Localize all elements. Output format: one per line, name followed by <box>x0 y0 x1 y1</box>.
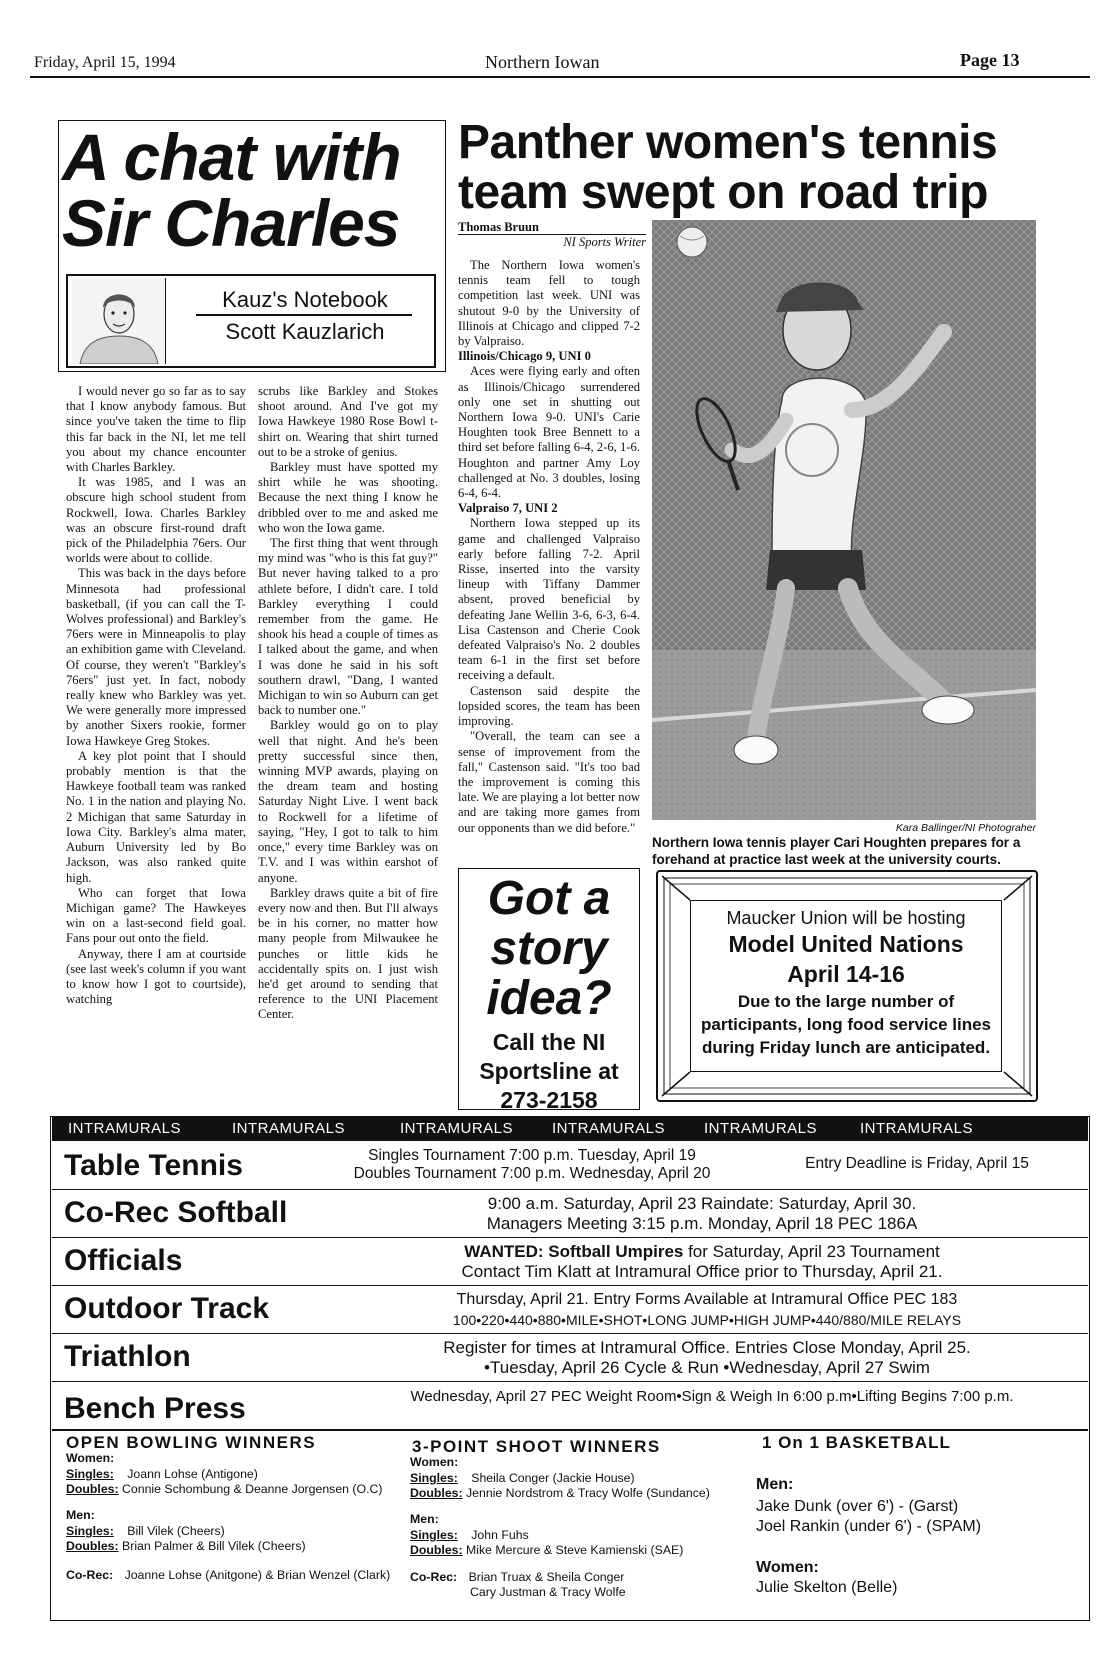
im-bench-press <box>52 1381 1088 1429</box>
one-on-one-winner: Jake Dunk (over 6') - (Garst) <box>756 1498 959 1515</box>
byline-role: NI Sports Writer <box>563 235 646 249</box>
im-sport-name: Bench Press <box>64 1392 246 1425</box>
chat-paragraph: scrubs like Barkley and Stokes shoot around. And I've got my Iowa Hawkeye 1980 Rose Bowl t-shirt on. Wearing that shirt turned out to be a stroke of genius. <box>258 384 438 459</box>
im-detail: Wednesday, April 27 PEC Weight Room•Sign & Weigh In 6:00 p.m•Lifting Begins 7:00 p.m. <box>410 1388 1014 1405</box>
chat-paragraph: Who can forget that Iowa Michigan game? The Hawkeyes win on a last-second field goal. Fans pour out onto the field. <box>66 885 246 946</box>
tennis-subhead: Illinois/Chicago 9, UNI 0 <box>458 349 591 364</box>
shoot-label: Singles: <box>410 1528 458 1542</box>
im-track <box>52 1285 1088 1333</box>
bowling-men: Men: <box>66 1508 95 1522</box>
chat-paragraph: The first thing that went through my mind was "who is this fat guy?" But never having talked to a pro athlete before, I didn't care. I told Barkley everything I could remember from the game. He shook his head a couple of times as I talked about the game, and when I was done he said in his soft southern drawl, "Dang, I wanted Michigan to win so Auburn can get back to number one." <box>258 536 438 718</box>
shoot-label: Co-Rec: <box>410 1570 458 1584</box>
chat-column-2 <box>258 384 438 1023</box>
chat-headline <box>62 120 446 260</box>
maucker-line-2: Model United Nations <box>728 931 964 957</box>
tennis-paragraph: Castenson said despite the lopsided scores, the team has been improving. <box>458 683 640 729</box>
im-sport-name: Co-Rec Softball <box>64 1196 288 1229</box>
column-signature <box>185 286 425 346</box>
im-detail: Thursday, April 21. Entry Forms Available at Intramural Office PEC 183 <box>456 1291 958 1308</box>
shoot-winner: John Fuhs <box>471 1528 529 1542</box>
chat-paragraph: Barkley would go on to play well that night. And he's been pretty successful since then, winning MVP awards, playing on the dream team and hosting Saturday Night Live. I went back to Rockwell for a lifetime of saying, "Hey, I got to talk to him once," every time Barkley was on T.V. and I was within earshot of anyone. <box>258 718 438 885</box>
bowling-label: Doubles: <box>66 1482 119 1496</box>
im-deadline: Entry Deadline is Friday, April 15 <box>805 1155 1029 1172</box>
im-detail: 9:00 a.m. Saturday, April 23 Raindate: Saturday, April 30. <box>487 1194 917 1213</box>
bowling-winner: Joanne Lohse (Anitgone) & Brian Wenzel (Clark) <box>124 1568 391 1582</box>
tennis-paragraph: The Northern Iowa women's tennis team fell to tough competition last week. UNI was shutout 9-0 by the University of Illinois at Chicago and clipped 7-2 by Valpraiso. <box>458 258 640 349</box>
intramurals-banner <box>52 1117 1088 1141</box>
story-call-2: Sportsline at <box>479 1058 619 1084</box>
bowling-winner: Connie Schombung & Deanne Jorgensen (O.C) <box>122 1482 383 1496</box>
story-idea-headline <box>458 874 640 1024</box>
im-detail: Register for times at Intramural Office. Entries Close Monday, April 25. <box>443 1338 971 1357</box>
im-detail: 100•220•440•880•MILE•SHOT•LONG JUMP•HIGH JUMP•440/880/MILE RELAYS <box>452 1312 962 1328</box>
chat-column-1 <box>66 384 246 1007</box>
im-detail: Managers Meeting 3:15 p.m. Monday, April 18 PEC 186A <box>486 1214 918 1233</box>
columnist-portrait-icon <box>72 278 166 364</box>
tennis-headline <box>458 118 1098 218</box>
one-on-one-winner: Julie Skelton (Belle) <box>756 1579 898 1596</box>
winners-rule <box>52 1429 1088 1431</box>
banner-label: INTRAMURALS <box>232 1120 346 1137</box>
chat-paragraph: Barkley draws quite a bit of fire every now and then. But I'll always be in his corner, no matter how many people from Milwaukee he punches or little kids he accidentally spits on. I just wish he'd get around to sending that reference to the UNI Placement Center. <box>258 885 438 1022</box>
bowling-winner: Joann Lohse (Antigone) <box>127 1467 258 1481</box>
newspaper-name: Northern Iowan <box>485 52 600 72</box>
im-sport-name: Table Tennis <box>64 1149 243 1182</box>
im-detail: Singles Tournament 7:00 p.m. Tuesday, April 19 <box>368 1147 696 1164</box>
tennis-headline-line1: Panther women's tennis <box>458 116 998 169</box>
banner-label: INTRAMURALS <box>68 1120 182 1137</box>
chat-paragraph: Barkley must have spotted my shirt while he was shooting. Because the next thing I know he dribbled over to me and asked me who won the Iowa game. <box>258 460 438 535</box>
tennis-player-photo-icon <box>652 220 1036 820</box>
chat-headline-line2: Sir Charles <box>62 186 400 260</box>
banner-label: INTRAMURALS <box>860 1120 974 1137</box>
im-detail: Doubles Tournament 7:00 p.m. Wednesday, April 20 <box>353 1165 711 1182</box>
story-line-1: Got a <box>487 872 611 925</box>
tennis-article-body <box>458 258 640 836</box>
one-on-one-men: Men: <box>756 1476 794 1493</box>
tennis-subhead: Valpraiso 7, UNI 2 <box>458 501 558 516</box>
im-detail-line <box>342 1242 1062 1262</box>
maucker-line-4: Due to the large number of participants, long food service lines during Friday lunch are anticipated. <box>700 992 991 1057</box>
tennis-paragraph: Aces were flying early and often as Illinois/Chicago surrendered only one set in shutting out Northern Iowa 9-0. UNI's Carie Houghten took Bree Bennett to a third set before falling 6-4, 2-6, 1-6. Houghton and partner Amy Loy challenged at No. 3 doubles, losing 6-4, 6-4. <box>458 364 640 501</box>
chat-paragraph: I would never go so far as to say that I know anybody famous. But since you've taken the time to flip this far back in the NI, let me tell you about my chance encounter with Charles Barkley. <box>66 384 246 475</box>
maucker-line-1: Maucker Union will be hosting <box>726 908 966 928</box>
signature-rule <box>196 314 412 316</box>
maucker-line-3: April 14-16 <box>787 961 905 987</box>
shoot-winner: Sheila Conger (Jackie House) <box>471 1471 635 1485</box>
shoot-winner: Mike Mercure & Steve Kamienski (SAE) <box>466 1543 684 1557</box>
banner-label: INTRAMURALS <box>552 1120 666 1137</box>
im-sport-name: Triathlon <box>64 1340 191 1373</box>
one-on-one-title: 1 On 1 BASKETBALL <box>762 1433 951 1452</box>
shoot-label: Doubles: <box>410 1486 463 1500</box>
banner-label: INTRAMURALS <box>400 1120 514 1137</box>
photo-caption: Northern Iowa tennis player Cari Houghten prepares for a forehand at practice last week at the university courts. <box>652 835 1021 867</box>
tennis-paragraph: "Overall, the team can see a sense of improvement from the fall," Castenson said. "It's too bad the improvement is coming this late. We are playing a lot better now and are taking more games from our opponents than we did before." <box>458 729 640 835</box>
bowling-label: Singles: <box>66 1524 114 1538</box>
shoot-title: 3-POINT SHOOT WINNERS <box>412 1437 661 1456</box>
story-line-2: story <box>490 922 608 975</box>
maucker-ad-text <box>690 906 1002 1059</box>
bowling-label: Doubles: <box>66 1539 119 1553</box>
page-number: Page 13 <box>960 50 1020 70</box>
column-author: Scott Kauzlarich <box>225 319 385 344</box>
story-phone: 273-2158 <box>500 1087 598 1113</box>
story-call-to-action <box>458 1028 640 1115</box>
banner-label: INTRAMURALS <box>704 1120 818 1137</box>
issue-date: Friday, April 15, 1994 <box>34 54 176 71</box>
im-triathlon <box>52 1333 1088 1381</box>
tennis-headline-line2: team swept on road trip <box>458 166 988 219</box>
im-wanted: WANTED: Softball Umpires <box>464 1242 684 1261</box>
shoot-winner: Cary Justman & Tracy Wolfe <box>470 1585 626 1599</box>
shoot-label: Doubles: <box>410 1543 463 1557</box>
chat-paragraph: Anyway, there I am at courtside (see last week's column if you want to know how I got to courtside), watching <box>66 946 246 1007</box>
bowling-label: Co-Rec: <box>66 1568 114 1582</box>
one-on-one-winner: Joel Rankin (under 6') - (SPAM) <box>756 1518 982 1535</box>
shoot-winner: Jennie Nordstrom & Tracy Wolfe (Sundance) <box>466 1486 710 1500</box>
shoot-men: Men: <box>410 1512 439 1526</box>
bowling-label: Singles: <box>66 1467 114 1481</box>
bowling-winner: Bill Vilek (Cheers) <box>127 1524 225 1538</box>
column-name: Kauz's Notebook <box>222 287 388 312</box>
chat-headline-line1: A chat with <box>62 120 401 194</box>
chat-paragraph: This was back in the days before Minnesota had professional basketball, (if you can call the T-Wolves professional) and Barkley's 76ers were in Minneapolis to play an exhibition game with Cleveland. Of course, they weren't "Barkley's 76ers" just yet. In fact, nobody really knew who Barkley was yet. We were generally more impressed by another Sixers rookie, former Iowa Hawkeye Greg Stokes. <box>66 566 246 748</box>
im-officials <box>52 1237 1088 1285</box>
chat-paragraph: A key plot point that I should probably mention is that the Hawkeye football team was ranked No. 1 in the nation and playing No. 2 Michigan that same Saturday in Iowa City. Barkley's alma mater, Auburn University led by Bo Jackson, was also ranked quite high. <box>66 748 246 885</box>
columnist-photo <box>72 278 166 364</box>
im-detail: •Tuesday, April 26 Cycle & Run •Wednesday, April 27 Swim <box>484 1358 930 1377</box>
tennis-paragraph: Northern Iowa stepped up its game and challenged Valpraiso early before falling 7-2. April Risse, inserted into the varsity lineup with Tiffany Dammer absent, proved beneficial by defeating Jane Wellin 3-6, 6-3, 6-4. Lisa Castenson and Cherie Cook defeated Valpraiso's No. 2 doubles team 6-1 in the first set before receiving a default. <box>458 516 640 683</box>
bowling-winner: Brian Palmer & Bill Vilek (Cheers) <box>122 1539 306 1553</box>
shoot-women: Women: <box>410 1455 459 1469</box>
one-on-one-women: Women: <box>756 1559 819 1576</box>
bowling-title: OPEN BOWLING WINNERS <box>66 1433 317 1452</box>
im-sport-name: Officials <box>64 1244 183 1277</box>
shoot-label: Singles: <box>410 1471 458 1485</box>
tennis-photo <box>652 220 1036 820</box>
im-detail: Contact Tim Klatt at Intramural Office prior to Thursday, April 21. <box>461 1262 943 1281</box>
im-softball <box>52 1189 1088 1237</box>
im-table-tennis <box>52 1141 1088 1189</box>
im-sport-name: Outdoor Track <box>64 1292 270 1325</box>
header-rule <box>30 76 1090 78</box>
story-call-1: Call the NI <box>492 1029 606 1055</box>
byline-name: Thomas Bruun <box>458 220 646 235</box>
chat-paragraph: It was 1985, and I was an obscure high school student from Rockwell, Iowa. Charles Barkley was an obscure first-round draft pick of the Philadelphia 76ers. Our worlds were about to collide. <box>66 475 246 566</box>
tennis-byline <box>458 220 658 249</box>
im-detail: for Saturday, April 23 Tournament <box>683 1242 940 1261</box>
photo-credit: Kara Ballinger/NI Photograher <box>895 822 1036 834</box>
shoot-winner: Brian Truax & Sheila Conger <box>468 1570 625 1584</box>
story-line-3: idea? <box>486 972 612 1025</box>
bowling-women: Women: <box>66 1451 115 1465</box>
